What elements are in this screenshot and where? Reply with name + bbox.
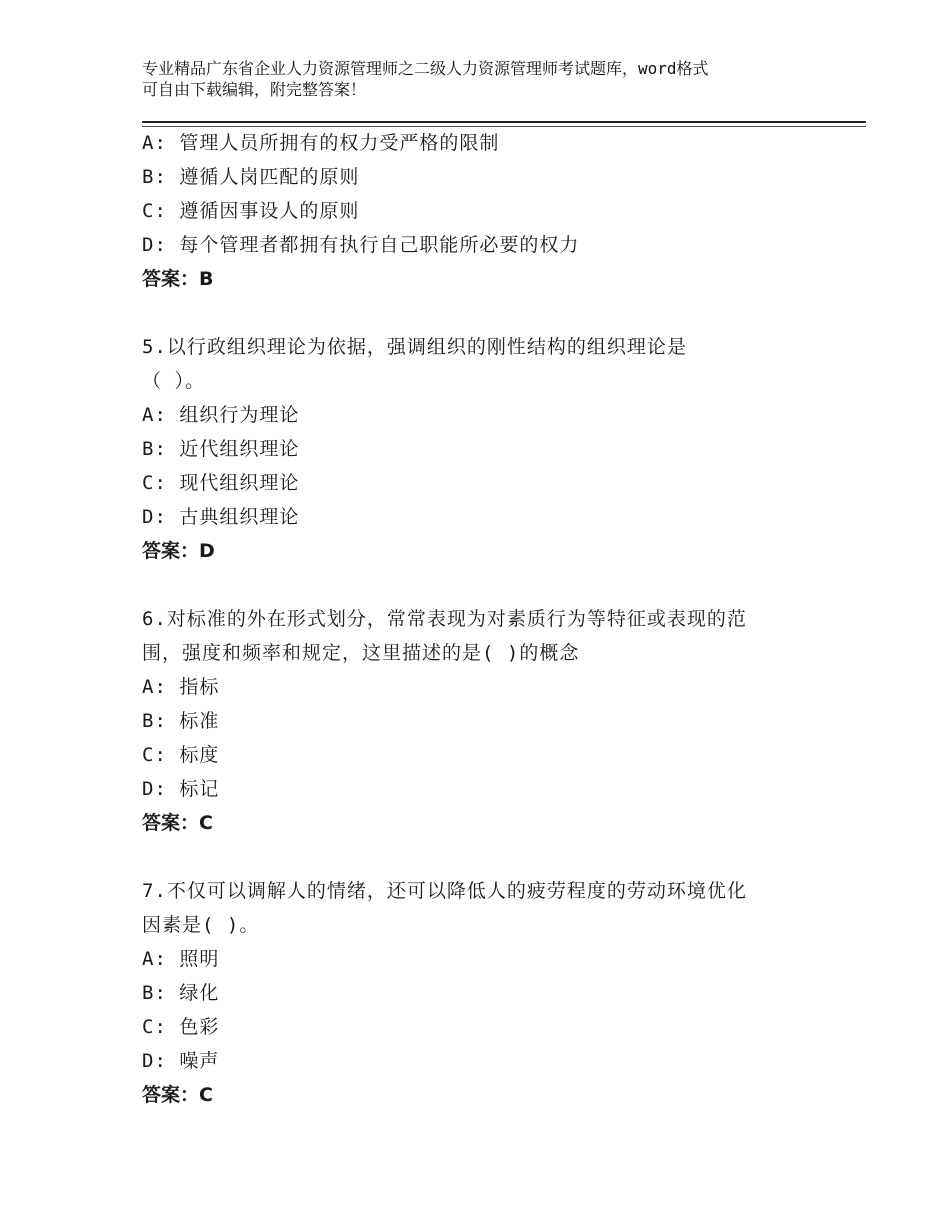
option-a: A: 组织行为理论 (142, 404, 300, 426)
answer-label: 答案：D (142, 540, 215, 562)
option-b: B: 遵循人岗匹配的原则 (142, 166, 360, 188)
option-d: D: 古典组织理论 (142, 506, 300, 528)
option-b: B: 近代组织理论 (142, 438, 300, 460)
option-d: D: 标记 (142, 778, 220, 800)
question-7 (142, 874, 842, 1112)
question-4 (142, 126, 842, 296)
option-b: B: 标准 (142, 710, 220, 732)
option-a: A: 管理人员所拥有的权力受严格的限制 (142, 132, 500, 154)
question-stem-line-1: 6.对标准的外在形式划分，常常表现为对素质行为等特征或表现的范 (142, 608, 747, 630)
question-stem-line-2: 因素是( )。 (142, 914, 260, 936)
question-stem-line-2: （ ）。 (142, 370, 205, 392)
option-a: A: 照明 (142, 948, 220, 970)
header-line-2: 可自由下载编辑，附完整答案！ (142, 80, 367, 99)
spacer (142, 296, 842, 330)
spacer (142, 568, 842, 602)
answer-label: 答案：C (142, 812, 213, 834)
question-list (142, 126, 842, 1112)
answer-label: 答案：B (142, 268, 214, 290)
answer-label: 答案：C (142, 1084, 213, 1106)
option-c: C: 遵循因事设人的原则 (142, 200, 360, 222)
question-stem-line-2: 围，强度和频率和规定，这里描述的是( )的概念 (142, 642, 580, 664)
option-a: A: 指标 (142, 676, 220, 698)
header-line-1: 专业精品广东省企业人力资源管理师之二级人力资源管理师考试题库，word格式 (142, 59, 709, 78)
header-rule-thick (142, 121, 866, 123)
spacer (142, 840, 842, 874)
option-c: C: 现代组织理论 (142, 472, 300, 494)
question-stem-line-1: 7.不仅可以调解人的情绪，还可以降低人的疲劳程度的劳动环境优化 (142, 880, 747, 902)
question-6 (142, 602, 842, 840)
option-c: C: 色彩 (142, 1016, 220, 1038)
question-5 (142, 330, 842, 568)
question-stem-line-1: 5.以行政组织理论为依据，强调组织的刚性结构的组织理论是 (142, 336, 687, 358)
option-b: B: 绿化 (142, 982, 220, 1004)
option-d: D: 每个管理者都拥有执行自己职能所必要的权力 (142, 234, 580, 256)
option-d: D: 噪声 (142, 1050, 220, 1072)
page-header (142, 58, 822, 100)
option-c: C: 标度 (142, 744, 220, 766)
